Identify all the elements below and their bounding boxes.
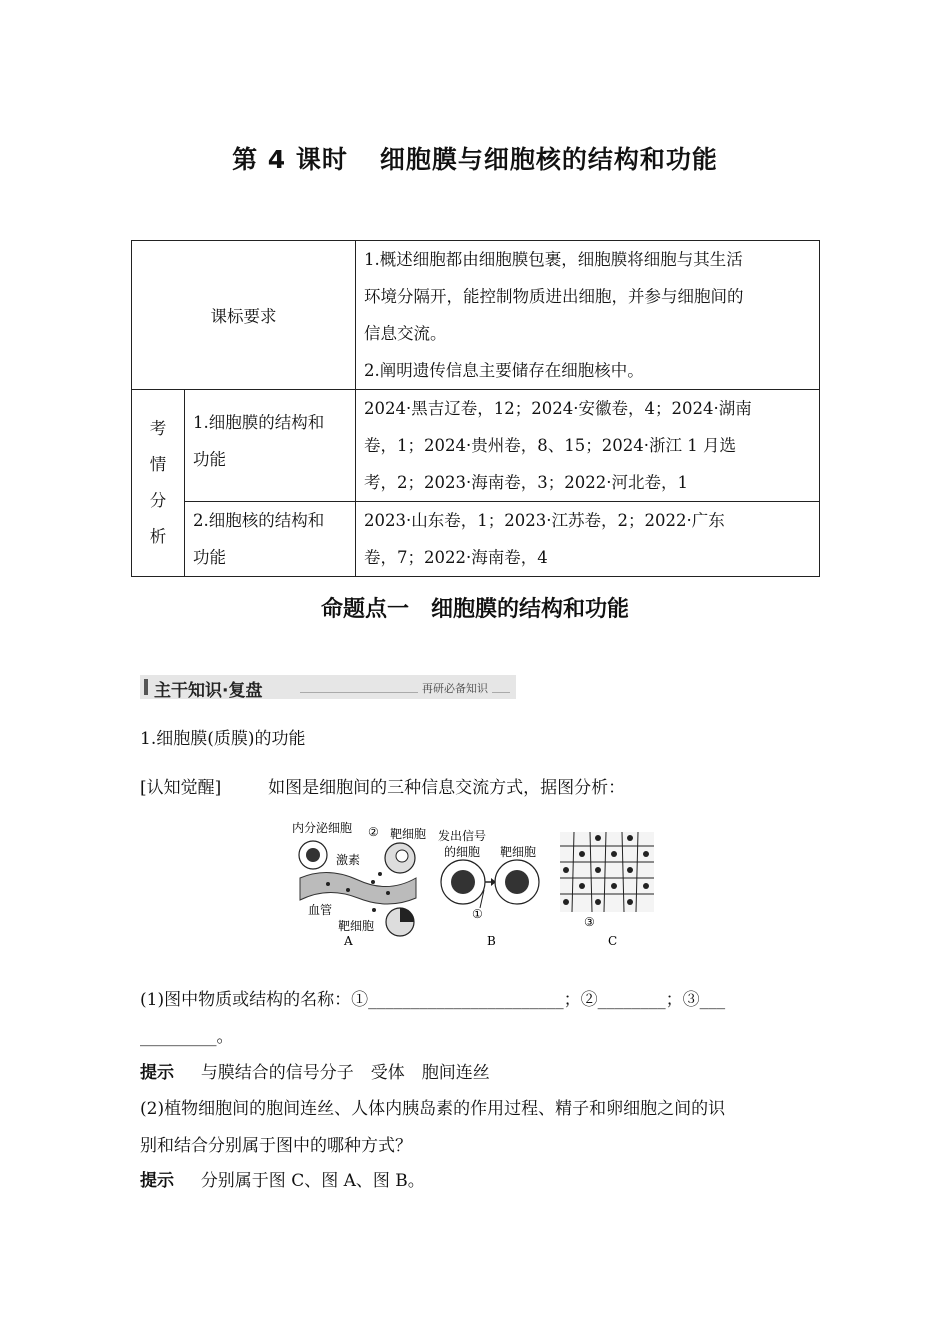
panel-a (292, 820, 426, 948)
label-target-a1: 靶细胞 (390, 827, 427, 841)
panel-b (438, 828, 539, 948)
page-title: 第 4 课时 细胞膜与细胞核的结构和功能 (232, 145, 718, 174)
hint-1-text: 与膜结合的信号分子 受体 胞间连丝 (200, 1063, 490, 1083)
topic-nucleus: 2.细胞核的结构和 功能 (185, 502, 356, 577)
exam-list-membrane: 2024·黑吉辽卷，12；2024·安徽卷，4；2024·湖南 卷，1；2024·贵州卷，8、15；2024·浙江 1 月选 考，2；2023·海南卷，3；2022·河北卷，1 (356, 390, 820, 502)
prompt-line (140, 773, 625, 798)
label-vessel: 血管 (308, 903, 333, 917)
panel-c (560, 832, 654, 948)
label-num3: ③ (584, 915, 595, 929)
question-2-line-2: 别和结合分别属于图中的哪种方式？ (140, 1136, 412, 1156)
analysis-label: 考 情 分 析 (132, 390, 185, 577)
endocrine-nucleus (306, 848, 320, 862)
hint-2-text: 分别属于图 C、图 A、图 B。 (200, 1171, 425, 1191)
label-endocrine-cell: 内分泌细胞 (292, 821, 353, 835)
blood-vessel-shape (300, 872, 416, 904)
hint-1 (140, 1058, 490, 1083)
label-sender-2: 的细胞 (444, 845, 481, 859)
label-num1: ① (472, 907, 483, 921)
exam-list-nucleus: 2023·山东卷，1；2023·江苏卷，2；2022·广东 卷，7；2022·海南卷，4 (356, 502, 820, 577)
hint-label: 提示 (140, 1063, 174, 1083)
banner-title: 主干知识·复盘 (154, 681, 263, 701)
label-panel-b: B (487, 934, 496, 948)
receiver-nucleus (505, 870, 529, 894)
hint-2 (140, 1166, 425, 1191)
analysis-row-2 (132, 502, 820, 577)
hint-label: 提示 (140, 1171, 174, 1191)
sender-nucleus (451, 870, 475, 894)
label-sender-1: 发出信号 (438, 829, 487, 843)
label-target-a2: 靶细胞 (338, 919, 375, 933)
requirements-label: 课标要求 (132, 241, 356, 390)
prompt-text: 如图是细胞间的三种信息交流方式，据图分析： (268, 778, 626, 798)
signaling-figure (288, 818, 660, 952)
question-1-line-1: (1)图中物质或结构的名称：①_______________________；②________；③___ (140, 990, 726, 1010)
prompt-tag: [认知觉醒] (140, 778, 222, 798)
label-target-b: 靶细胞 (500, 845, 537, 859)
question-2-line-1: (2)植物细胞间的胞间连丝、人体内胰岛素的作用过程、精子和卵细胞之间的识 (140, 1099, 726, 1119)
target-nucleus-top (396, 850, 408, 862)
question-1-line-2: _________。 (140, 1027, 234, 1047)
section-heading: 命题点一 细胞膜的结构和功能 (320, 597, 630, 622)
requirements-row (132, 241, 820, 390)
curriculum-table (131, 240, 820, 577)
topic-membrane: 1.细胞膜的结构和 功能 (185, 390, 356, 502)
label-hormone: 激素 (336, 853, 361, 867)
requirements-content: 1.概述细胞都由细胞膜包裹，细胞膜将细胞与其生活 环境分隔开，能控制物质进出细胞，并参与细胞间的 信息交流。 2.阐明遗传信息主要储存在细胞核中。 (356, 241, 820, 390)
banner-subtitle: 再研必备知识 (418, 680, 492, 696)
target-cell-bottom-shade (400, 908, 414, 922)
analysis-row-1 (132, 390, 820, 502)
banner-bar (144, 679, 148, 695)
heading-membrane-function: 1.细胞膜(质膜)的功能 (140, 729, 306, 749)
label-panel-c: C (608, 934, 618, 948)
label-num2: ② (368, 825, 379, 839)
knowledge-banner (140, 675, 516, 699)
label-panel-a: A (344, 934, 353, 948)
